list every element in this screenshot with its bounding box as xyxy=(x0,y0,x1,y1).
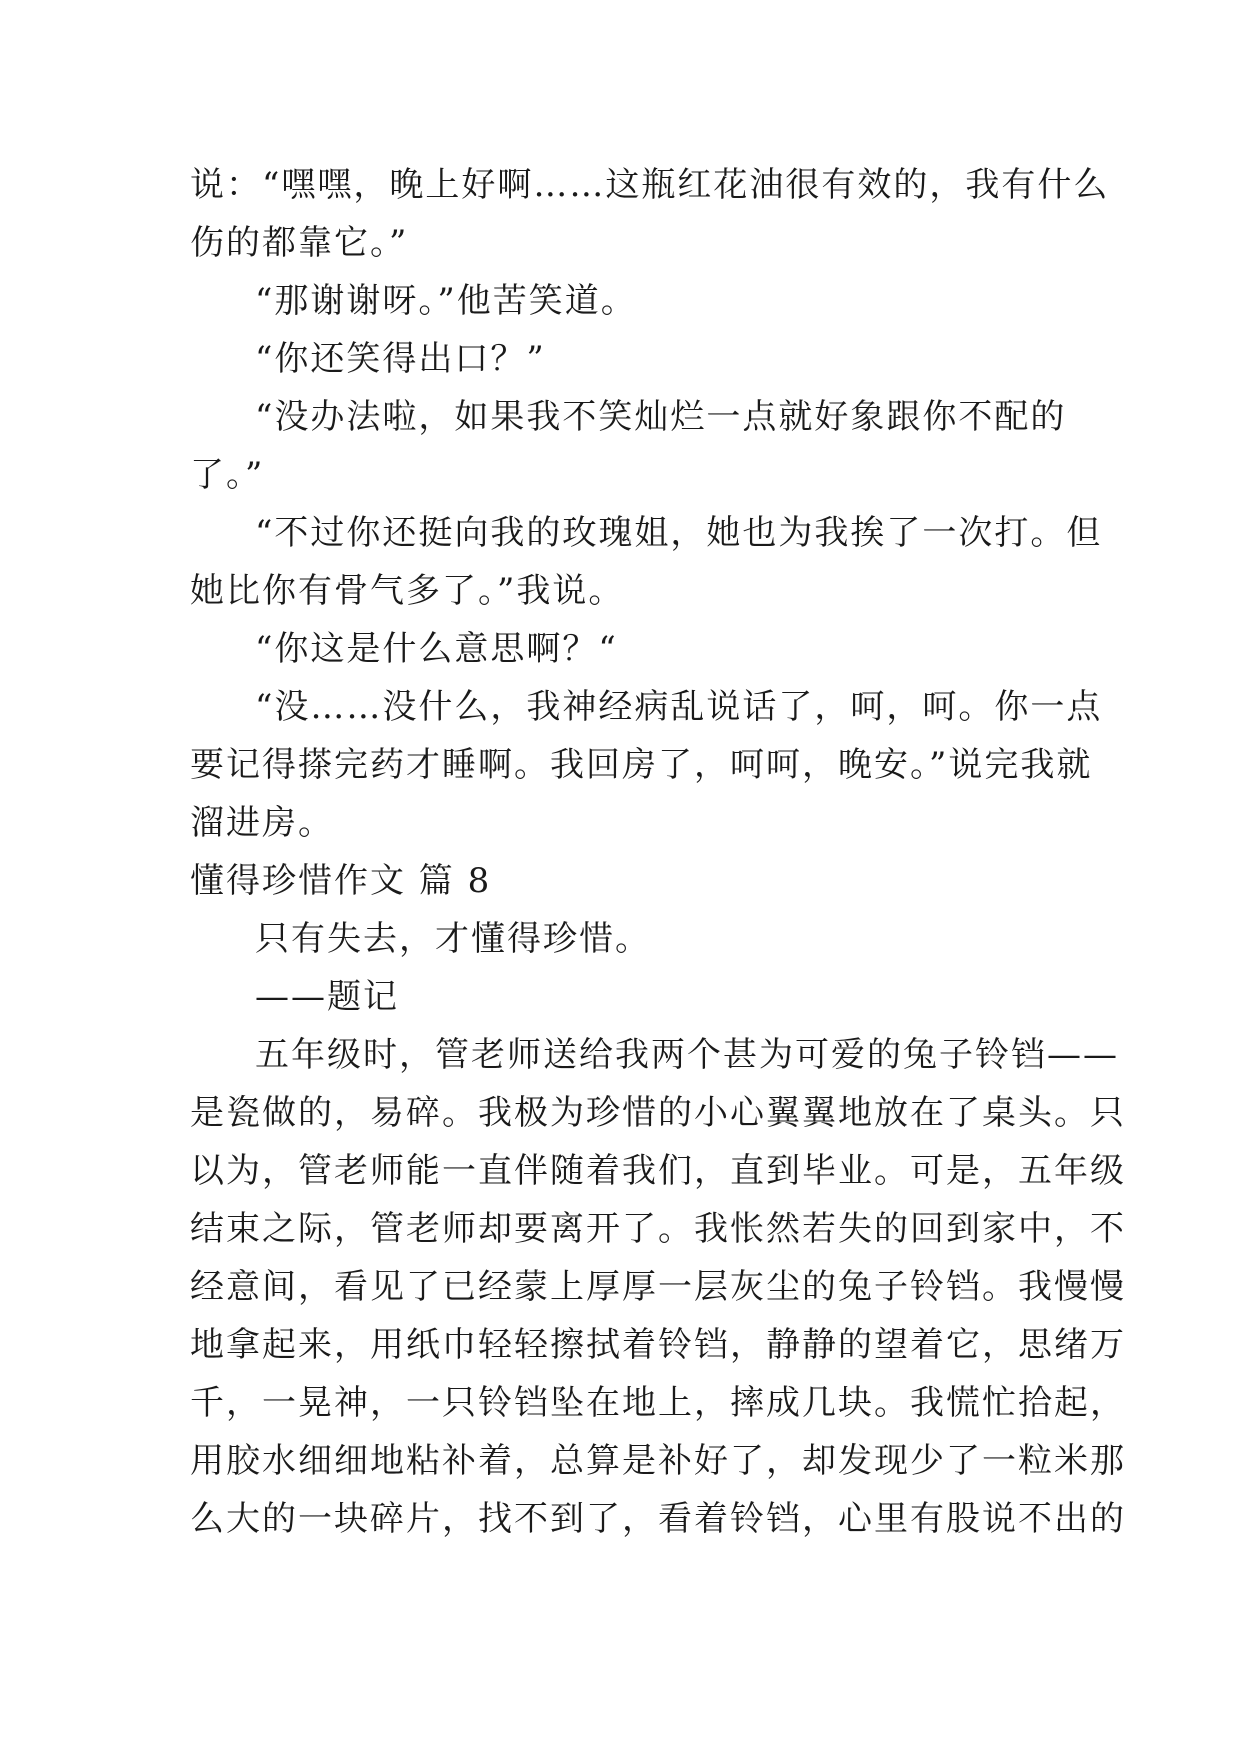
text-line: “没……没什么，我神经病乱说话了，呵，呵。你一点 xyxy=(255,687,1103,727)
text-line: 说：“嘿嘿，晚上好啊……这瓶红花油很有效的，我有什么 xyxy=(190,165,1110,205)
text-line: 以为，管老师能一直伴随着我们，直到毕业。可是，五年级 xyxy=(190,1151,1126,1191)
text-line: 五年级时，管老师送给我两个甚为可爱的兔子铃铛—— xyxy=(255,1035,1119,1075)
text-line: 地拿起来，用纸巾轻轻擦拭着铃铛，静静的望着它，思绪万 xyxy=(190,1325,1126,1365)
text-line: 只有失去，才懂得珍惜。 xyxy=(255,919,651,959)
text-line: 么大的一块碎片，找不到了，看着铃铛，心里有股说不出的 xyxy=(190,1499,1126,1539)
text-line: 经意间，看见了已经蒙上厚厚一层灰尘的兔子铃铛。我慢慢 xyxy=(190,1267,1126,1307)
text-line: “你这是什么意思啊？“ xyxy=(255,629,618,669)
text-line: 伤的都靠它。” xyxy=(190,223,409,263)
text-line: 结束之际，管老师却要离开了。我怅然若失的回到家中，不 xyxy=(190,1209,1126,1249)
text-line: “那谢谢呀。”他苦笑道。 xyxy=(255,281,637,321)
text-line: 要记得搽完药才睡啊。我回房了，呵呵，晚安。”说完我就 xyxy=(190,745,1093,785)
text-line: ——题记 xyxy=(255,977,399,1017)
text-line: 是瓷做的，易碎。我极为珍惜的小心翼翼地放在了桌头。只 xyxy=(190,1093,1126,1133)
text-line: 溜进房。 xyxy=(190,803,334,843)
text-line: “你还笑得出口？” xyxy=(255,339,546,379)
text-line: “没办法啦，如果我不笑灿烂一点就好象跟你不配的 xyxy=(255,397,1067,437)
text-line: 了。” xyxy=(190,455,265,495)
text-line: “不过你还挺向我的玫瑰姐，她也为我挨了一次打。但 xyxy=(255,513,1103,553)
text-line: 千，一晃神，一只铃铛坠在地上，摔成几块。我慌忙拾起， xyxy=(190,1383,1126,1423)
section-heading: 懂得珍惜作文 篇 8 xyxy=(190,861,492,901)
text-line: 她比你有骨气多了。”我说。 xyxy=(190,571,625,611)
text-line: 用胶水细细地粘补着，总算是补好了，却发现少了一粒米那 xyxy=(190,1441,1126,1481)
